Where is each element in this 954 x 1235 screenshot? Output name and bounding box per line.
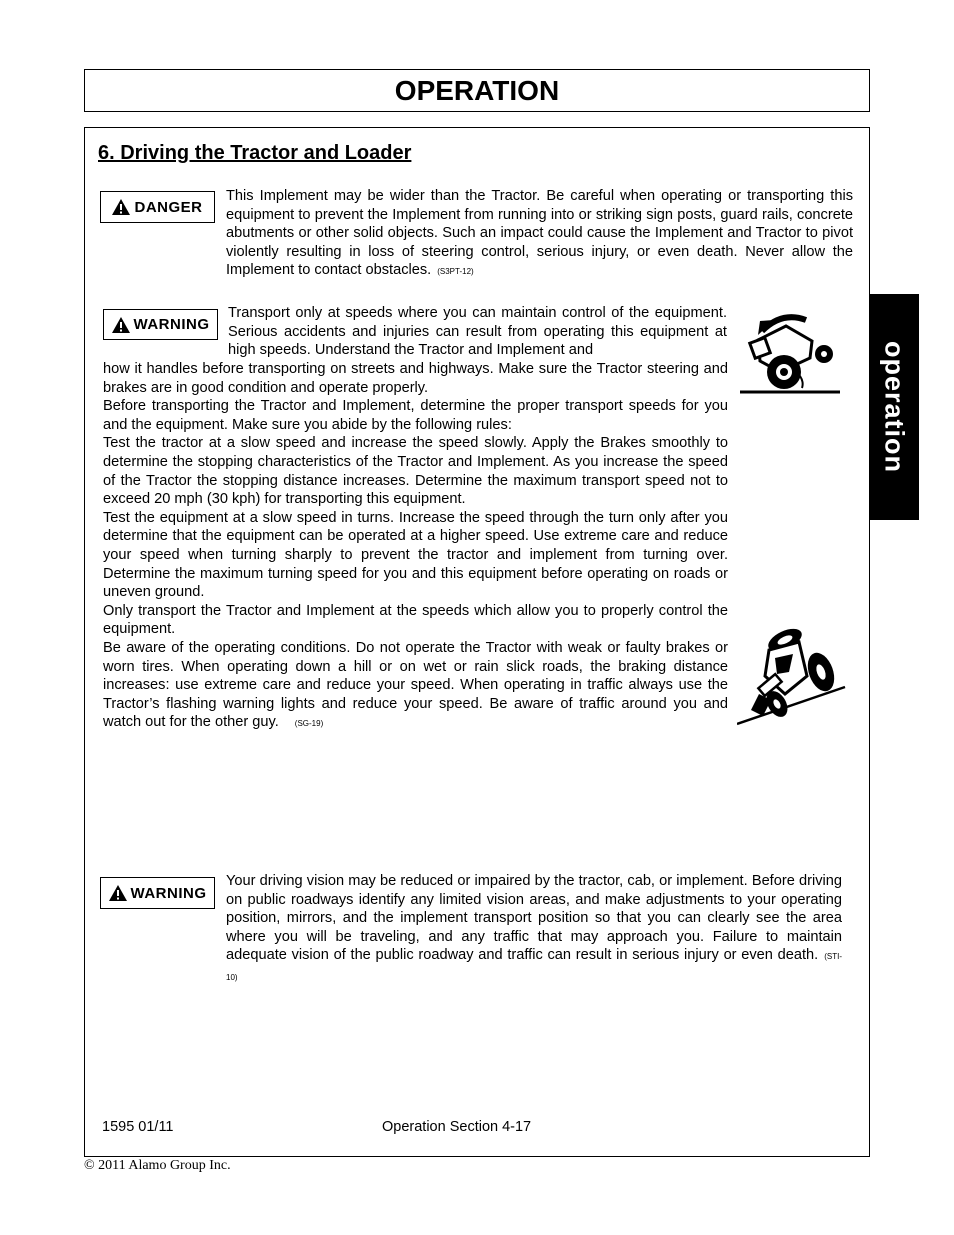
warning-triangle-icon: [109, 885, 127, 901]
warning-badge-1-label: WARNING: [133, 316, 210, 333]
header-title: OPERATION: [394, 75, 560, 106]
warning-2-text-block: [226, 872, 842, 988]
warning-2-text: Your driving vision may be reduced or impaired by the tractor, cab, or implement. Before driving on public roadways identify any limited vision areas, and make adjustments to your operating position, mirrors, and the implement transport position so that you can clearly see the area where you will be traveling, and any traffic that may approach you. Failure to maintain adequate vision of the public roadway and traffic can result in serious injury or even death.: [226, 873, 842, 964]
section-title: 6. Driving the Tractor and Loader: [98, 142, 412, 164]
footer-doc-number: 1595 01/11: [102, 1119, 174, 1135]
warning-1-paragraph: Test the tractor at a slow speed and increase the speed slowly. Apply the Brakes smoothly to determine the stopping characteristics of the Tractor and Implement. As you increase the speed of the Tractor the stopping distance increases. Determine the maximum transport speed not to exceed 20 mph (30 kph) for transporting this equipment.: [103, 435, 728, 508]
tractor-on-slope-icon: [737, 624, 847, 728]
danger-text-block: [226, 187, 853, 282]
side-tab: [869, 294, 919, 520]
warning-1-paragraph: Before transporting the Tractor and Implement, determine the proper transport speeds for you and the equipment. Make sure you abide by the following rules:: [103, 398, 728, 433]
warning-1-body: [103, 360, 728, 734]
danger-text: This Implement may be wider than the Tractor. Be careful when operating or transporting this equipment to prevent the Implement from running into or striking sign posts, guard rails, concrete abutments or other solid objects. Such an impact could cause the Implement and Tractor to pivot violently resulting in loss of steering control, serious injury, or even death. Never allow the Implement to contact obstacles.: [226, 188, 853, 279]
warning-1-lead-text: Transport only at speeds where you can maintain control of the equipment. Serious accidents and injuries can result from operating this equipment at high speeds. Understand the Tractor and Implement and: [228, 305, 727, 359]
warning-1-paragraph: Test the equipment at a slow speed in turns. Increase the speed through the turn only after you determine that the equipment can be operated at a higher speed. Use extreme care and reduce your speed when turning sharply to prevent the tractor and implement from turning over. Determine the maximum turning speed for you and this equipment before operating on roads or uneven ground.: [103, 509, 728, 601]
warning-badge-2: [100, 877, 215, 909]
page-header: [84, 69, 870, 112]
footer-page-label: Operation Section 4-17: [382, 1119, 532, 1135]
danger-code: (S3PT-12): [437, 267, 474, 277]
warning-1-paragraph: Only transport the Tractor and Implement at the speeds which allow you to properly control the equipment.: [103, 602, 728, 638]
copyright-notice: © 2011 Alamo Group Inc.: [84, 1158, 231, 1173]
warning-1-paragraph-last: [103, 639, 728, 734]
side-tab-label: operation: [879, 340, 910, 474]
warning-1-paragraph: how it handles before transporting on streets and highways. Make sure the Tractor steering and brakes are in good condition and operate properly.: [103, 361, 728, 396]
warning-2-code: (STI-10): [226, 952, 842, 982]
warning-triangle-icon: [112, 199, 130, 215]
warning-badge-2-label: WARNING: [130, 884, 207, 902]
warning-triangle-icon: [112, 317, 130, 333]
warning-1-code: (SG-19): [294, 719, 324, 729]
danger-badge-label: DANGER: [134, 198, 203, 216]
warning-1-last-text: Be aware of the operating conditions. Do not operate the Tractor with weak or faulty brakes or worn tires. When operating down a hill or on wet or rain slick roads, the braking distance increases: use extreme care and reduce your speed. When operating in traffic always use the Tractor’s flashing warning lights and reduce your speed. Be aware of traffic around you and watch out for the other guy.: [103, 639, 728, 731]
tractor-rollover-icon: [740, 306, 840, 396]
warning-1-lead: [228, 304, 727, 360]
danger-badge: [100, 191, 215, 223]
warning-badge-1: [103, 309, 218, 340]
